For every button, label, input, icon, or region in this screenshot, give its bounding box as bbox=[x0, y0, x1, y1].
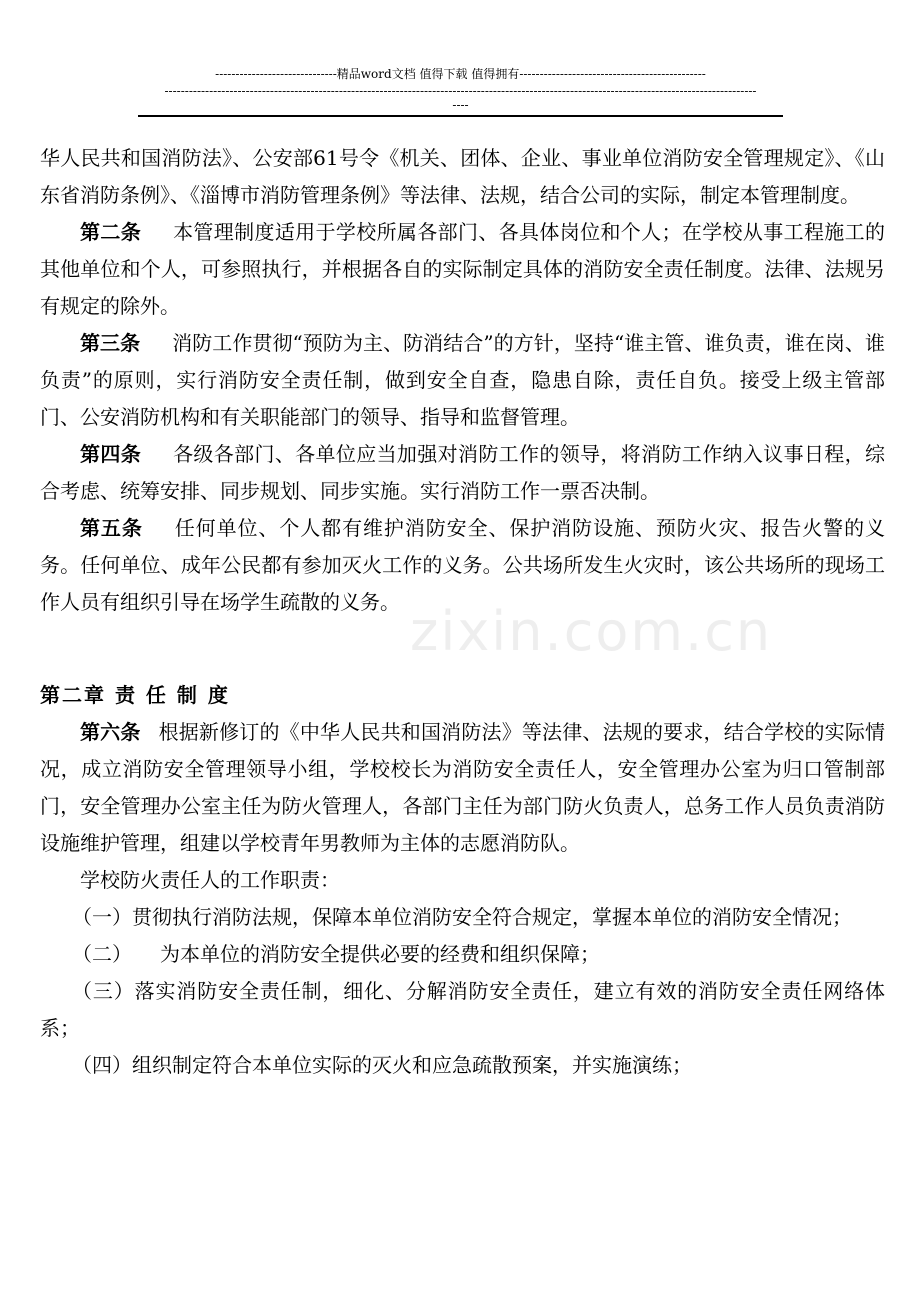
article-text: 本管理制度适用于学校所属各部门、各具体岗位和个人；在学校从事工程施工的其他单位和个人，可参照执行，并根据各自的实际制定具体的消防安全责任制度。法律、法规另有规定的除外。 bbox=[40, 220, 886, 318]
article-label: 第二条 bbox=[80, 220, 142, 244]
duty-item-2 bbox=[40, 936, 885, 973]
article-label: 第五条 bbox=[80, 516, 143, 540]
article-text: 根据新修订的《中华人民共和国消防法》等法律、法规的要求，结合学校的实际情况，成立消防安全管理领导小组，学校校长为消防安全责任人，安全管理办公室为归口管制部门，安全管理办公室主任为防火管理人，各部门主任为部门防火负责人，总务工作人员负责消防设施维护管理，组建以学校青年男教师为主体的志愿消防队。 bbox=[40, 720, 886, 855]
page-header: ------------------------------精品word文档 值得下载 值得拥有---------------------------------------------- bbox=[215, 67, 706, 81]
watermark: zixin.com.cn bbox=[410, 600, 773, 663]
article-label: 第三条 bbox=[80, 331, 141, 355]
duty-item-3: （三）落实消防安全责任制，细化、分解消防安全责任，建立有效的消防安全责任网络体系； bbox=[40, 979, 885, 1040]
article-5 bbox=[40, 510, 885, 621]
duty-item-4: （四）组织制定符合本单位实际的灭火和应急疏散预案，并实施演练； bbox=[72, 1053, 692, 1077]
article-text: 消防工作贯彻“预防为主、防消结合”的方针，坚持“谁主管、谁负责，谁在岗、谁负责”的原则，实行消防安全责任制，做到安全自查，隐患自除，责任自负。接受上级主管部门、公安消防机构和有关职能部门的领导、指导和监督管理。 bbox=[40, 331, 885, 429]
duty-item-number: （二） bbox=[72, 942, 132, 966]
paragraph-continuation: 华人民共和国消防法》、公安部61号令《机关、团体、企业、事业单位消防安全管理规定》、《山东省消防条例》、《淄博市消防管理条例》等法律、法规，结合公司的实际，制定本管理制度。 bbox=[40, 146, 885, 207]
document-body bbox=[40, 140, 885, 1084]
duty-item-1: （一）贯彻执行消防法规，保障本单位消防安全符合规定，掌握本单位的消防安全情况； bbox=[72, 905, 852, 929]
article-4 bbox=[40, 436, 885, 510]
chapter-title: 第二章 责 任 制 度 bbox=[40, 683, 230, 707]
article-label: 第四条 bbox=[80, 442, 142, 466]
article-label: 第六条 bbox=[80, 720, 141, 744]
article-text: 各级各部门、各单位应当加强对消防工作的领导，将消防工作纳入议事日程，综合考虑、统筹安排、同步规划、同步实施。实行消防工作一票否决制。 bbox=[40, 442, 886, 503]
article-6 bbox=[40, 714, 885, 862]
article-text: 任何单位、个人都有维护消防安全、保护消防设施、预防火灾、报告火警的义务。任何单位、成年公民都有参加灭火工作的义务。公共场所发生火灾时，该公共场所的现场工作人员有组织引导在场学生疏散的义务。 bbox=[40, 516, 885, 614]
header-rule bbox=[138, 115, 783, 117]
article-3 bbox=[40, 325, 885, 436]
page-header-dashes: -------------------------------------------------------------------------------------------------------------------------------------------------- ---- bbox=[164, 84, 757, 112]
duty-item-text: 为本单位的消防安全提供必要的经费和组织保障； bbox=[160, 942, 600, 966]
duties-intro: 学校防火责任人的工作职责： bbox=[80, 868, 340, 892]
spacer bbox=[40, 621, 885, 677]
article-2 bbox=[40, 214, 885, 325]
